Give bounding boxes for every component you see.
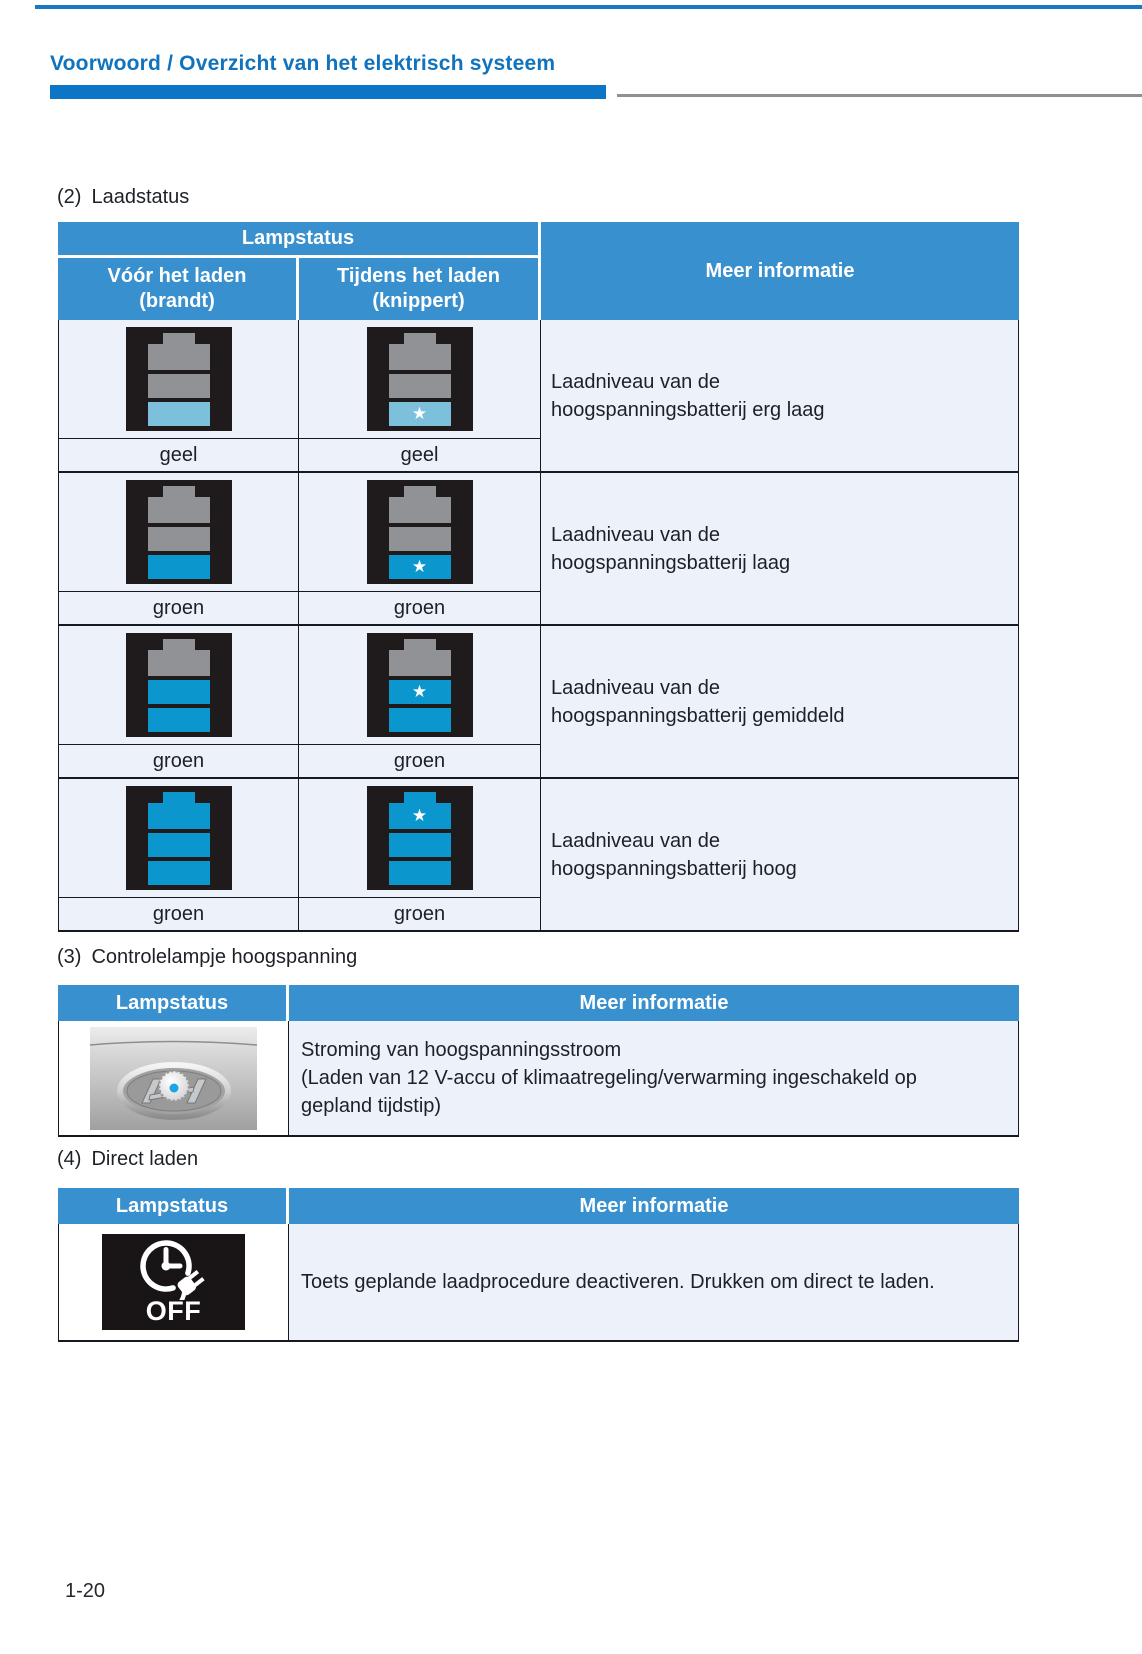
section-title-direct-laden xyxy=(57,1148,198,1171)
off-button-cell xyxy=(58,1224,289,1342)
lamp-color-label-before: groen xyxy=(58,898,299,932)
battery-segment-bottom xyxy=(389,861,451,885)
battery-segment-bottom xyxy=(148,861,210,885)
battery-icon-blinking xyxy=(367,480,473,584)
battery-icon xyxy=(126,327,232,431)
battery-segment-bottom xyxy=(389,402,451,426)
top-page-rule xyxy=(35,5,1142,9)
section-number: (2) xyxy=(57,186,82,208)
battery-segment-bottom xyxy=(389,555,451,579)
column-header-meer-informatie xyxy=(541,222,1019,320)
lamp-color-label-before: geel xyxy=(58,439,299,473)
meer-informatie-header-label: Meer informatie xyxy=(705,259,855,282)
battery-segment-bottom xyxy=(148,708,210,732)
title-underline-bar xyxy=(50,85,606,99)
controlelampje-info-cell xyxy=(289,1021,1019,1137)
battery-icon xyxy=(126,480,232,584)
lampstatus-header-label: Lampstatus xyxy=(115,991,229,1014)
section-name: Direct laden xyxy=(91,1148,199,1170)
battery-segment-top xyxy=(389,803,451,829)
section-name: Controlelampje hoogspanning xyxy=(91,946,358,968)
battery-info-text: Laadniveau van de hoogspanningsbatterij gemiddeld xyxy=(551,676,845,727)
battery-info-text: Laadniveau van de hoogspanningsbatterij hoog xyxy=(551,829,797,880)
battery-status-cell-during xyxy=(299,320,541,439)
column-header-voor-het-laden xyxy=(58,258,299,320)
section-number: (3) xyxy=(57,946,82,968)
battery-status-cell-before xyxy=(58,626,299,745)
during-header-sublabel: (knippert) xyxy=(372,290,465,312)
battery-segment-top xyxy=(148,650,210,676)
battery-segment-middle xyxy=(389,374,451,398)
battery-cap xyxy=(404,792,436,803)
section-name: Laadstatus xyxy=(91,186,190,208)
battery-cap xyxy=(404,333,436,344)
battery-cap xyxy=(404,639,436,650)
battery-icon-blinking xyxy=(367,786,473,890)
battery-segment-bottom xyxy=(148,402,210,426)
lamp-color-label-before: groen xyxy=(58,592,299,626)
lamp-color-label-during: groen xyxy=(299,592,541,626)
column-header-lampstatus xyxy=(58,222,541,258)
battery-icon xyxy=(126,786,232,890)
meer-informatie-header-label: Meer informatie xyxy=(579,1194,729,1217)
battery-status-cell-before xyxy=(58,473,299,592)
before-header-label: Vóór het laden xyxy=(107,265,247,287)
battery-segment-top xyxy=(389,344,451,370)
star-icon: ★ xyxy=(411,682,428,701)
clock-plug-off-icon xyxy=(126,1240,222,1300)
star-icon: ★ xyxy=(411,557,428,576)
title-gray-rule xyxy=(617,94,1142,97)
page-title: Voorwoord / Overzicht van het elektrisch systeem xyxy=(50,52,556,75)
info-line-1: Stroming van hoogspanningsstroom xyxy=(301,1039,622,1061)
star-icon: ★ xyxy=(411,404,428,423)
lamp-color-label-during: groen xyxy=(299,745,541,779)
lampstatus-header-label: Lampstatus xyxy=(115,1194,229,1217)
battery-info-text: Laadniveau van de hoogspanningsbatterij erg laag xyxy=(551,370,825,421)
battery-info-cell xyxy=(541,320,1019,473)
battery-segment-middle xyxy=(389,680,451,704)
direct-laden-info-cell xyxy=(289,1224,1019,1342)
info-line-2: (Laden van 12 V-accu of klimaatregeling/verwarming ingeschakeld op gepland tijdstip) xyxy=(301,1067,917,1117)
section-title-controlelampje xyxy=(57,946,357,969)
battery-status-cell-before xyxy=(58,779,299,898)
off-label: OFF xyxy=(145,1295,202,1326)
battery-cap xyxy=(163,639,195,650)
before-header-sublabel: (brandt) xyxy=(139,290,215,312)
battery-segment-top xyxy=(148,803,210,829)
battery-segment-middle xyxy=(148,527,210,551)
battery-segment-bottom xyxy=(148,555,210,579)
laadstatus-table xyxy=(58,222,1019,932)
battery-status-cell-during xyxy=(299,779,541,898)
column-header-lampstatus xyxy=(58,1188,289,1224)
scheduled-charging-off-button xyxy=(102,1234,245,1330)
controlelampje-info-text xyxy=(301,1036,941,1120)
battery-status-cell-before xyxy=(58,320,299,439)
lamp-color-label-before: groen xyxy=(58,745,299,779)
lamp-color-label-during: groen xyxy=(299,898,541,932)
star-icon: ★ xyxy=(411,806,428,825)
battery-segment-bottom xyxy=(389,708,451,732)
battery-segment-middle xyxy=(389,833,451,857)
controlelampje-table xyxy=(58,985,1019,1137)
battery-status-cell-during xyxy=(299,473,541,592)
column-header-lampstatus xyxy=(58,985,289,1021)
battery-cap xyxy=(163,333,195,344)
battery-segment-middle xyxy=(148,833,210,857)
battery-info-cell xyxy=(541,473,1019,626)
direct-laden-info-text: Toets geplande laadprocedure deactiveren. Drukken om direct te laden. xyxy=(301,1271,935,1293)
battery-segment-middle xyxy=(148,374,210,398)
column-header-meer-informatie xyxy=(289,1188,1019,1224)
lamp-color-label-during: geel xyxy=(299,439,541,473)
battery-segment-top xyxy=(148,344,210,370)
direct-laden-table xyxy=(58,1188,1019,1342)
column-header-meer-informatie xyxy=(289,985,1019,1021)
battery-cap xyxy=(404,486,436,497)
battery-cap xyxy=(163,486,195,497)
lampstatus-header-label: Lampstatus xyxy=(241,227,355,249)
battery-segment-middle xyxy=(389,527,451,551)
battery-icon-blinking xyxy=(367,327,473,431)
battery-icon xyxy=(126,633,232,737)
battery-status-cell-during xyxy=(299,626,541,745)
hyundai-emblem-photo xyxy=(90,1027,257,1130)
during-header-label: Tijdens het laden xyxy=(337,265,500,287)
battery-cap xyxy=(163,792,195,803)
page-number: 1-20 xyxy=(65,1580,106,1602)
battery-info-cell xyxy=(541,626,1019,779)
battery-segment-middle xyxy=(148,680,210,704)
emblem-photo-cell xyxy=(58,1021,289,1137)
battery-info-cell xyxy=(541,779,1019,932)
battery-segment-top xyxy=(389,497,451,523)
section-title-laadstatus xyxy=(57,186,189,209)
meer-informatie-header-label: Meer informatie xyxy=(579,991,729,1014)
column-header-tijdens-het-laden xyxy=(299,258,541,320)
battery-segment-top xyxy=(389,650,451,676)
battery-info-text: Laadniveau van de hoogspanningsbatterij laag xyxy=(551,523,791,574)
battery-segment-top xyxy=(148,497,210,523)
battery-icon-blinking xyxy=(367,633,473,737)
section-number: (4) xyxy=(57,1148,82,1170)
